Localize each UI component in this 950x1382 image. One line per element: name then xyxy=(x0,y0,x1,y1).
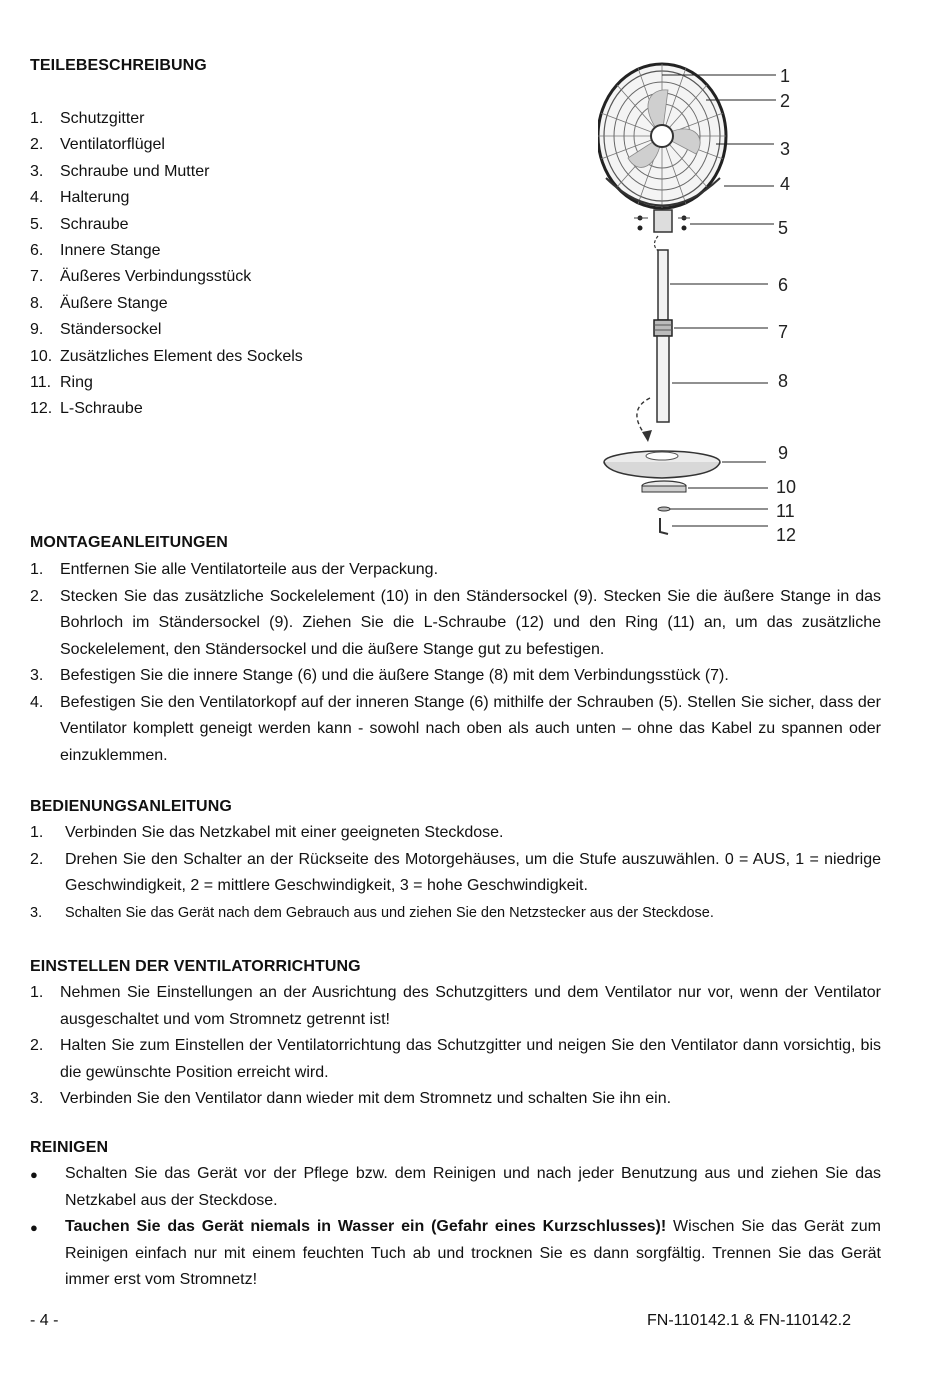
list-item: 4. Halterung xyxy=(30,189,130,207)
callout-11: 11 xyxy=(776,501,795,521)
callout-12: 12 xyxy=(776,525,797,545)
list-item: 3. Schraube und Mutter xyxy=(30,162,210,180)
bullet-icon: ● xyxy=(30,1167,38,1182)
operation-heading: BEDIENUNGSANLEITUNG xyxy=(30,798,232,815)
base-illustration xyxy=(604,451,720,534)
operation-list xyxy=(30,820,881,926)
cleaning-heading: REINIGEN xyxy=(30,1139,109,1156)
list-item: 1. Verbinden Sie das Netzkabel mit einer geeigneten Steckdose. xyxy=(30,824,504,841)
parts-list xyxy=(30,106,430,423)
list-item: 6. Innere Stange xyxy=(30,242,161,260)
list-item: ● Tauchen Sie das Gerät niemals in Wasser ein (Gefahr eines Kurzschlusses)! Wischen Sie das Gerät zum Reinigen einfach nur mit einem feuchten Tuch ab und trocknen Sie es dann sorgfältig. Trennen Sie das Gerät immer erst vom Stromnetz! xyxy=(30,1214,881,1294)
bullet-icon: ● xyxy=(30,1220,38,1235)
list-item: 2. Ventilatorflügel xyxy=(30,136,165,154)
page-number: - 4 - xyxy=(30,1312,59,1329)
warning-text: Tauchen Sie das Gerät niemals in Wasser ein (Gefahr eines Kurzschlusses)! xyxy=(65,1218,667,1235)
cleaning-list xyxy=(30,1161,881,1294)
list-item: 3. Verbinden Sie den Ventilator dann wieder mit dem Stromnetz und schalten Sie ihn ein. xyxy=(30,1090,672,1107)
list-item: ● Schalten Sie das Gerät vor der Pflege bzw. dem Reinigen und nach jeder Benutzung aus und ziehen Sie das Netzkabel aus der Steckdose. xyxy=(30,1161,881,1214)
fan-parts-diagram xyxy=(598,58,818,553)
outer-pole-illustration xyxy=(657,336,669,422)
callout-6: 6 xyxy=(778,275,789,295)
callout-2: 2 xyxy=(780,91,791,111)
list-item: 9. Ständersockel xyxy=(30,321,162,339)
fan-guard-illustration xyxy=(598,64,726,208)
direction-list xyxy=(30,980,881,1113)
model-number: FN-110142.1 & FN-110142.2 xyxy=(647,1312,851,1329)
list-item: 10. Zusätzliches Element des Sockels xyxy=(30,347,303,365)
list-item: 3. Schalten Sie das Gerät nach dem Gebrauch aus und ziehen Sie den Netzstecker aus der Steckdose. xyxy=(30,904,714,921)
assembly-heading: MONTAGEANLEITUNGEN xyxy=(30,534,228,551)
direction-heading: EINSTELLEN DER VENTILATORRICHTUNG xyxy=(30,958,361,975)
list-item: 2. Halten Sie zum Einstellen der Ventilatorrichtung das Schutzgitter und neigen Sie den Ventilator dann vorsichtig, bis die gewünschte Position erreicht wird. xyxy=(30,1037,881,1081)
list-item: 7. Äußeres Verbindungsstück xyxy=(30,268,252,286)
assembly-list xyxy=(30,557,881,769)
callout-1: 1 xyxy=(780,66,791,86)
list-item: 1. Schutzgitter xyxy=(30,110,145,127)
list-item: 1. Nehmen Sie Einstellungen an der Ausrichtung des Schutzgitters und dem Ventilator nur vor, wenn der Ventilator ausgeschaltet und vom Stromnetz getrennt ist! xyxy=(30,984,881,1028)
callout-3: 3 xyxy=(780,139,791,159)
list-item: 8. Äußere Stange xyxy=(30,294,168,312)
callout-8: 8 xyxy=(778,371,789,391)
list-item: 12. L-Schraube xyxy=(30,400,143,418)
callout-7: 7 xyxy=(778,322,789,342)
callout-4: 4 xyxy=(780,174,791,194)
callout-5: 5 xyxy=(778,218,789,238)
list-item: 2. Stecken Sie das zusätzliche Sockelelement (10) in den Ständersockel (9). Stecken Sie die äußere Stange in das Bohrloch im Ständersockel (9). Ziehen Sie die L-Schraube (12) und den Ring (11) an, um das zusätzliche Sockelelement, den Ständersockel und die äußere Stange gut zu befestigen. xyxy=(30,587,881,658)
inner-pole-illustration xyxy=(658,250,668,320)
list-item: 11. Ring xyxy=(30,374,93,392)
list-item: 3. Befestigen Sie die innere Stange (6) und die äußere Stange (8) mit dem Verbindungsstück (7). xyxy=(30,667,729,684)
list-item: 4. Befestigen Sie den Ventilatorkopf auf der inneren Stange (6) mithilfe der Schrauben (5). Stellen Sie sicher, dass der Ventilator komplett geneigt werden kann - sowohl nach oben als auch unten – ohne das Kabel zu spannen oder einzuklemmen. xyxy=(30,693,881,764)
bracket-illustration xyxy=(634,210,690,252)
list-item: 1. Entfernen Sie alle Ventilatorteile aus der Verpackung. xyxy=(30,561,439,578)
connector-illustration xyxy=(654,320,672,336)
callout-9: 9 xyxy=(778,443,789,463)
callout-10: 10 xyxy=(776,477,797,497)
list-item: 2. Drehen Sie den Schalter an der Rückseite des Motorgehäuses, um die Stufe auszuwählen. 0 = AUS, 1 = niedrige Geschwindigkeit, 2 = mittlere Geschwindigkeit, 3 = hohe Geschwindigkeit. xyxy=(30,850,881,894)
parts-heading: TEILEBESCHREIBUNG xyxy=(30,57,207,74)
list-item: 5. Schraube xyxy=(30,215,129,233)
